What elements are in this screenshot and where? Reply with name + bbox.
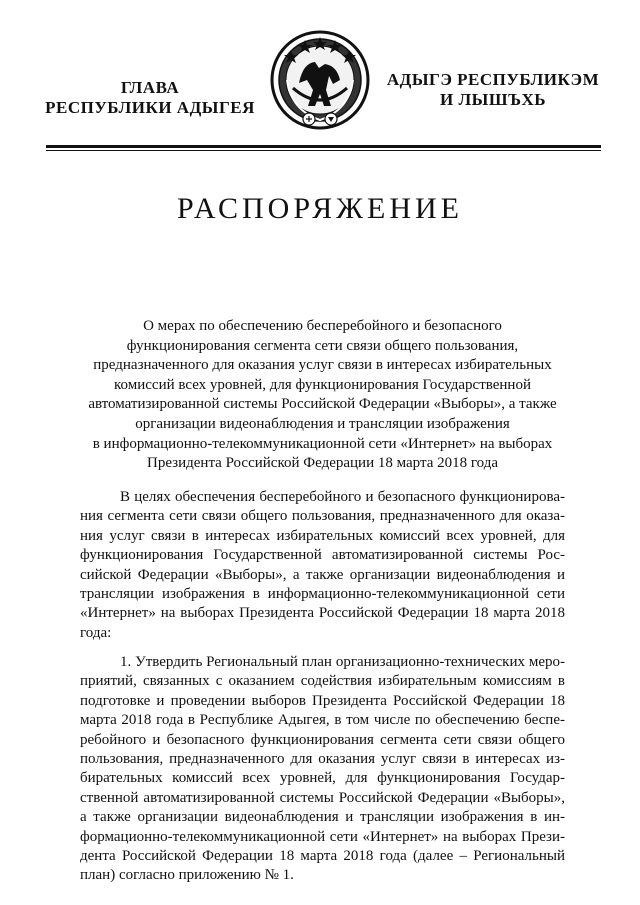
subject-line: в информационно-телекоммуникационной сети «Интернет» на выборах — [92, 435, 553, 452]
paragraph-line: бирательных комиссий всех уровней, для функционирования Государ- — [80, 770, 565, 787]
paragraph-line: трансляции изображения в информационно-телекоммуникационной сети — [80, 586, 565, 603]
paragraph-line: функционирования Государственной автоматизированной системы Рос- — [80, 547, 565, 564]
subject-line: предназначенного для оказания услуг связи в интересах избирательных — [93, 357, 552, 374]
paragraph-line: ственной автоматизированной системы Российской Федерации «Выборы», — [80, 789, 565, 806]
document-title: РАСПОРЯЖЕНИЕ — [176, 192, 464, 225]
clause-1-paragraph — [80, 653, 565, 886]
paragraph-line: сийской Федерации «Выборы», а также организации видеонаблюдения и — [80, 566, 565, 583]
subject-line: организации видеонаблюдения и трансляции изображения — [135, 415, 510, 432]
header-divider-thick — [46, 145, 601, 148]
paragraph-line: ребойного и безопасного функционирования сегмента сети связи общего — [80, 731, 565, 748]
paragraph-line: ния услуг связи в интересах избирательных комиссий всех уровней, для — [80, 527, 565, 544]
issuer-line: РЕСПУБЛИКИ АДЫГЕЯ — [45, 98, 255, 117]
subject-line: О мерах по обеспечению бесперебойного и безопасного — [143, 318, 502, 334]
paragraph-line: подготовке и проведении выборов Президента Российской Федерации 18 — [80, 692, 565, 709]
issuer-name-russian — [30, 78, 270, 118]
paragraph-line: 1. Утвердить Региональный план организационно-технических меро- — [120, 654, 565, 670]
subject-line: функционирования сегмента сети связи общего пользования, — [126, 337, 519, 354]
paragraph-line: дента Российской Федерации 18 марта 2018 года (далее – Региональный — [80, 848, 565, 865]
emblem-icon — [269, 28, 371, 132]
header-divider-thin — [46, 150, 601, 151]
issuer-line: И ЛЫШЪХЬ — [439, 90, 547, 109]
paragraph-line: пользования, предназначенного для оказания услуг связи в интересах из- — [80, 751, 565, 768]
paragraph-line: а также организации видеонаблюдения и трансляции изображения в ин- — [80, 809, 565, 826]
preamble-paragraph — [80, 488, 565, 643]
paragraph-line: марта 2018 года в Республике Адыгея, в том числе по обеспечению беспе- — [80, 712, 565, 729]
subject-line: комиссий всех уровней, для функционирования Государственной — [114, 376, 531, 393]
issuer-name-adyghe — [378, 70, 608, 110]
paragraph-line: ния сегмента сети связи общего пользования, предназначенного для оказа- — [80, 508, 565, 525]
paragraph-line: года: — [80, 624, 112, 641]
paragraph-line: В целях обеспечения бесперебойного и безопасного функционирова- — [120, 489, 565, 505]
document-subject — [70, 317, 575, 474]
subject-line: Президента Российской Федерации 18 марта 2018 года — [147, 455, 498, 472]
paragraph-line: формационно-телекоммуникационной сети «Интернет» на выборах Прези- — [80, 828, 565, 845]
issuer-line: ГЛАВА — [120, 78, 180, 97]
paragraph-line: «Интернет» на выборах Президента Российской Федерации 18 марта 2018 — [80, 605, 565, 622]
issuer-line: АДЫГЭ РЕСПУБЛИКЭМ — [386, 70, 600, 89]
subject-line: автоматизированной системы Российской Федерации «Выборы», а также — [88, 396, 557, 413]
coat-of-arms-emblem — [269, 28, 371, 132]
paragraph-line: приятий, связанных с оказанием содействия избирательным комиссиям в — [80, 673, 565, 690]
paragraph-line: план) согласно приложению № 1. — [80, 867, 294, 884]
